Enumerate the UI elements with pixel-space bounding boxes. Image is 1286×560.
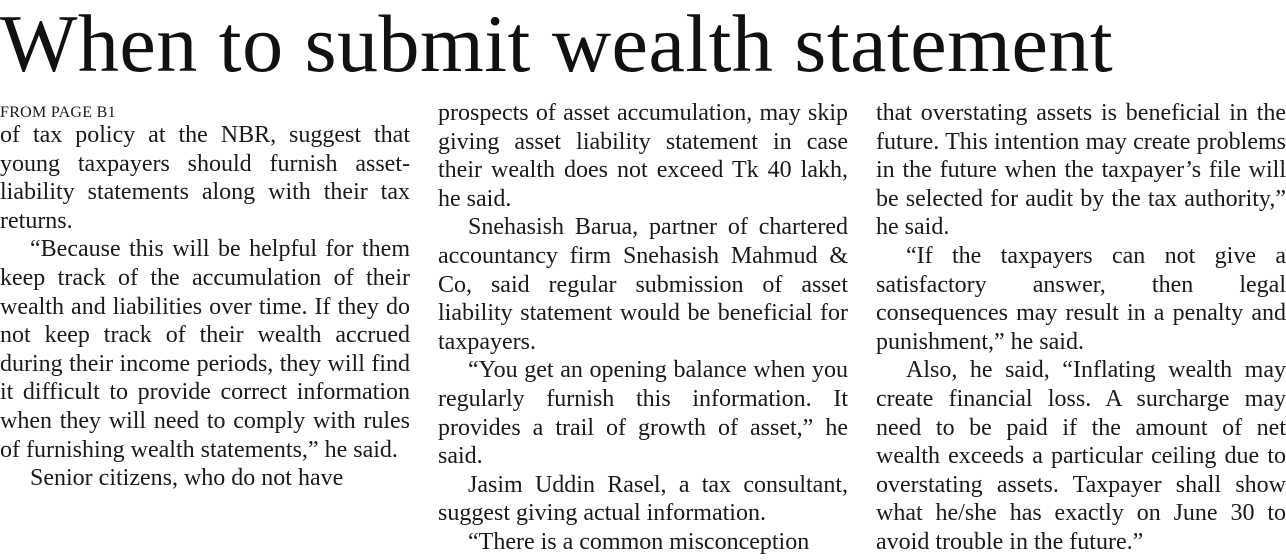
paragraph: “If the taxpayers can not give a satisfactory answer, then legal consequences may result in a penalty and punishment,” he said.	[876, 242, 1286, 355]
paragraph: “There is a common misconception	[468, 528, 810, 555]
article-column-2	[438, 99, 848, 557]
paragraph: of tax policy at the NBR, suggest that young taxpayers should furnish asset-liability statements along with their tax returns.	[0, 122, 410, 234]
paragraph: Snehasish Barua, partner of chartered accountancy firm Snehasish Mahmud & Co, said regular submission of asset liability statement would be beneficial for taxpayers.	[438, 214, 848, 355]
paragraph: Jasim Uddin Rasel, a tax consultant, suggest giving actual information.	[438, 471, 848, 527]
continuation-kicker: FROM PAGE B1	[0, 104, 116, 121]
article-column-3	[876, 99, 1286, 557]
paragraph: that overstating assets is beneficial in the future. This intention may create problems in the future when the taxpayer’s file will be selected for audit by the tax authority,” he said.	[876, 100, 1286, 241]
article-column-1	[0, 103, 410, 493]
headline: When to submit wealth statement	[0, 0, 1114, 89]
paragraph: Senior citizens, who do not have	[30, 465, 344, 492]
paragraph: prospects of asset accumulation, may skip giving asset liability statement in case their wealth does not exceed Tk 40 lakh, he said.	[438, 100, 848, 212]
paragraph: “You get an opening balance when you regularly furnish this information. It provides a trail of growth of asset,” he said.	[438, 357, 848, 470]
paragraph: “Because this will be helpful for them keep track of the accumulation of their wealth and liabilities over time. If they do not keep track of their wealth accrued during their income periods, they will find it difficult to provide correct information when they will need to comply with rules of furnishing wealth statements,” he said.	[0, 236, 410, 463]
paragraph: Also, he said, “Inflating wealth may create financial loss. A surcharge may need to be paid if the amount of net wealth exceeds a particular ceiling due to overstating assets. Taxpayer shall show what he/she has exactly on June 30 to avoid trouble in the future.”	[876, 357, 1286, 555]
